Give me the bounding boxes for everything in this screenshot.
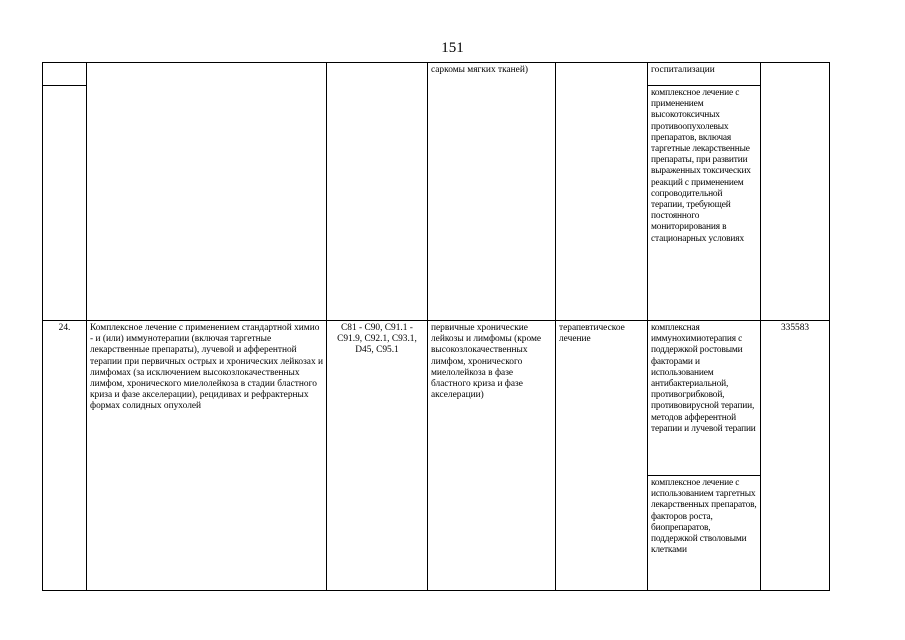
icd-codes-cell (327, 63, 428, 321)
table-row-24 (43, 321, 830, 476)
treatment-type-cell: терапевтическое лечение (556, 321, 648, 591)
table-row-continued (43, 63, 830, 86)
icd-codes-cell: C81 - C90, C91.1 - C91.9, C92.1, C93.1, D45, C95.1 (327, 321, 428, 591)
tariff-cell: 335583 (761, 321, 830, 591)
patient-model-cell: саркомы мягких тканей) (428, 63, 556, 321)
row-number-cell: 24. (43, 321, 87, 591)
patient-model-cell: первичные хронические лейкозы и лимфомы (кроме высокозлокачественных лимфом, хронического миелолейкоза в фазе бластного криза и фазе акселерации) (428, 321, 556, 591)
treatment-type-cell (556, 63, 648, 321)
row-number-cell (43, 63, 87, 86)
tariff-cell (761, 63, 830, 321)
treatment-method-cell: комплексное лечение с применением высокотоксичных противоопухолевых препаратов, включая таргетные лекарственные препараты, при развитии выраженных токсических реакций с применением сопроводительной терапии, требующей постоянного мониторирования в стационарных условиях (648, 86, 761, 321)
care-name-cell: Комплексное лечение с применением стандартной химио - и (или) иммунотерапии (включая таргетные лекарственные препараты), лучевой и афферентной терапии при первичных острых и хронических лейкозах и лимфомах (за исключением высокозлокачественных лимфом, хронического миелолейкоза в стадии бластного криза и фазе акселерации), рецидивах и рефрактерных формах солидных опухолей (87, 321, 327, 591)
treatment-method-cell: комплексное лечение с использованием таргетных лекарственных препаратов, факторов роста, биопрепаратов, поддержкой стволовыми клетками (648, 476, 761, 591)
treatment-method-cell: комплексная иммунохимиотерапия с поддержкой ростовыми факторами и использованием антибактериальной, противогрибковой, противовирусной терапии, методов афферентной терапии и лучевой терапии (648, 321, 761, 476)
empty-number-cell (43, 86, 87, 321)
care-methods-table (42, 62, 830, 591)
treatment-method-cell: госпитализации (648, 63, 761, 86)
page-number: 151 (441, 40, 464, 56)
care-name-cell (87, 63, 327, 321)
